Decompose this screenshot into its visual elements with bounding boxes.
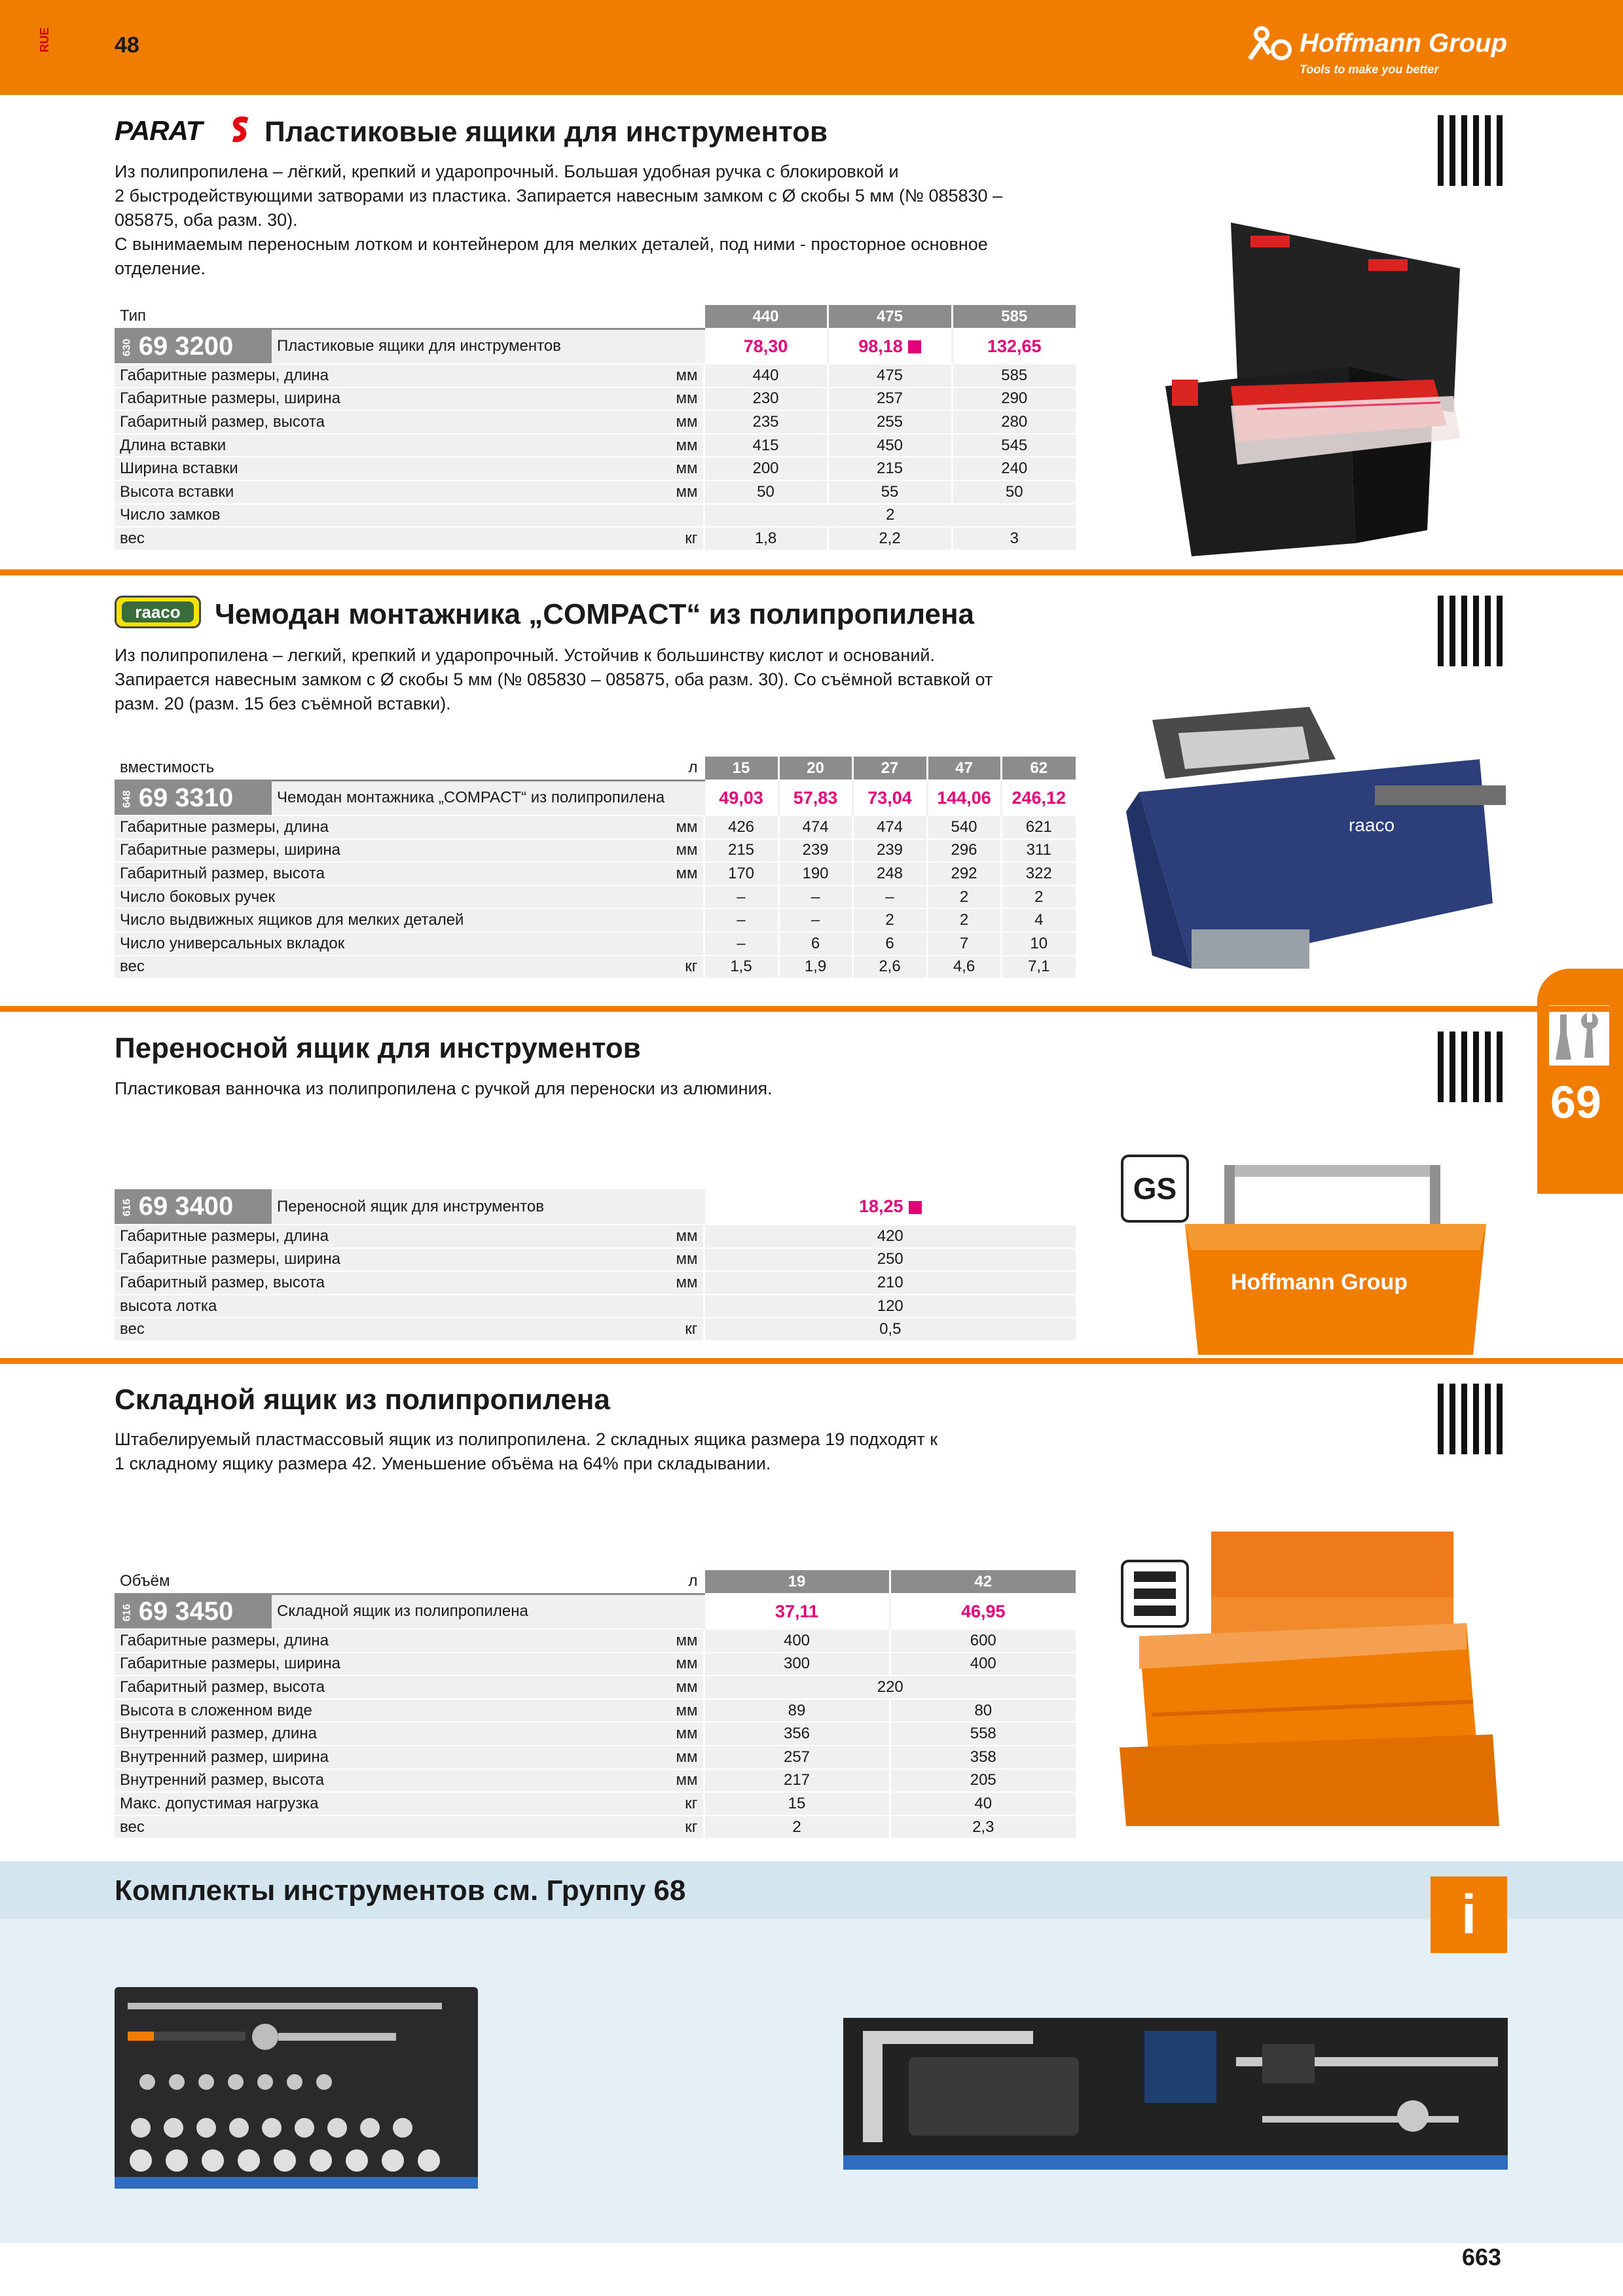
catalog-page-number: 48: [115, 33, 139, 58]
row-unit: кг: [651, 527, 704, 550]
info-band-title[interactable]: Комплекты инструментов см. Группу 68: [115, 1874, 686, 1907]
cell-value: 230: [704, 387, 828, 411]
cell-value: 2: [1001, 886, 1076, 909]
section-description: Из полипропилена – легкий, крепкий и ударопрочный. Устойчив к большинству кислот и оснований. Запирается навесным замком с Ø скобы 5 мм (№ 085830 – 085875, оба разм. 30). Со съёмной вставкой от разм. 20 (разм. 15 без съёмной вставки).: [115, 645, 993, 713]
table-row: [115, 932, 1076, 956]
price[interactable]: 46,95: [890, 1594, 1076, 1629]
price[interactable]: 246,12: [1001, 780, 1076, 816]
cell-value: 2: [704, 1816, 890, 1839]
section-title: Переносной ящик для инструментов: [115, 1032, 641, 1064]
cell-value: 540: [927, 816, 1001, 839]
table-row: [115, 839, 1076, 863]
locale-tag: RUE: [38, 27, 51, 52]
cell-value: 290: [952, 387, 1076, 411]
cell-value: 42: [890, 1570, 1076, 1594]
plastic-toolbox-image: [1152, 216, 1506, 556]
net-price-marker-icon: [908, 340, 921, 353]
cell-value: 2: [927, 908, 1001, 932]
table-row: [115, 457, 1076, 480]
row-label: Габаритные размеры, длина: [115, 1225, 651, 1248]
raaco-product-logo-text: raaco: [1349, 815, 1395, 835]
row-label: Габаритные размеры, ширина: [115, 1653, 651, 1676]
cell-value: 2: [927, 886, 1001, 909]
row-label: Внутренний размер, высота: [115, 1769, 651, 1793]
table-row: [115, 1722, 1076, 1746]
row-label: Тип: [115, 305, 651, 329]
table-row: [115, 862, 1076, 886]
table-row: [115, 1225, 1076, 1248]
row-unit: мм: [651, 1248, 704, 1272]
cell-value: –: [778, 886, 852, 909]
row-unit: мм: [651, 1271, 704, 1295]
cell-value: 600: [890, 1629, 1076, 1653]
hoffmann-logo-icon: [1247, 25, 1294, 62]
cell-value: 120: [704, 1295, 1076, 1318]
table-row: [115, 1746, 1076, 1769]
cell-value: 257: [828, 387, 952, 411]
cell-value: 1,8: [704, 527, 828, 550]
row-label: Габаритные размеры, длина: [115, 816, 651, 839]
cell-value: 257: [704, 1746, 890, 1769]
row-unit: [651, 305, 704, 329]
section-title: Чемодан монтажника „COMPACT“ из полипропилена: [215, 598, 974, 630]
row-unit: мм: [651, 839, 704, 863]
cell-value: 215: [704, 839, 778, 863]
cell-value: 585: [952, 305, 1076, 329]
cell-value: 292: [927, 862, 1001, 886]
table-row: [115, 504, 1076, 528]
row-unit: мм: [651, 1225, 704, 1248]
row-label: Габаритные размеры, ширина: [115, 387, 651, 411]
cell-value: 80: [890, 1699, 1076, 1723]
cell-value: 2: [852, 908, 927, 932]
row-label: Число выдвижных ящиков для мелких деталей: [115, 908, 651, 932]
row-unit: [651, 504, 704, 528]
price[interactable]: 18,25: [704, 1189, 1076, 1225]
footer-page-number: 663: [1462, 2244, 1502, 2270]
tote-brand-print: Hoffmann Group: [1231, 1270, 1408, 1295]
row-label: Внутренний размер, длина: [115, 1722, 651, 1746]
wrench-icon: [1549, 1005, 1609, 1066]
cell-value: 558: [890, 1722, 1076, 1746]
row-unit: мм: [651, 1746, 704, 1769]
net-price-marker-icon: [909, 1201, 922, 1214]
cell-value: 240: [952, 457, 1076, 480]
cell-value: 15: [704, 1792, 890, 1816]
table-row: [115, 1629, 1076, 1653]
price[interactable]: 78,30: [704, 329, 828, 364]
article-number[interactable]: 616 69 3450: [115, 1594, 272, 1629]
cell-value: 358: [890, 1746, 1076, 1769]
row-unit: л: [651, 1570, 704, 1594]
parat-logo: PARAT: [115, 115, 202, 146]
table-row: [115, 956, 1076, 979]
article-name: Переносной ящик для инструментов: [272, 1189, 704, 1225]
cell-value: 475: [828, 364, 952, 387]
cell-value: 450: [828, 434, 952, 457]
row-label: Габаритный размер, высота: [115, 862, 651, 886]
table-row: [115, 1594, 1076, 1629]
cell-value: 2,2: [828, 527, 952, 550]
cell-value: 255: [828, 410, 952, 434]
cell-value: 474: [852, 816, 927, 839]
price[interactable]: 49,03: [704, 780, 778, 816]
row-unit: мм: [651, 1653, 704, 1676]
folding-crate-image: [1113, 1518, 1506, 1833]
row-label: вес: [115, 1816, 651, 1839]
table-row: [115, 908, 1076, 932]
cell-value: 47: [927, 757, 1001, 780]
cell-value: 89: [704, 1699, 890, 1723]
cell-value: 6: [778, 932, 852, 956]
parat-logo-mark: [230, 117, 250, 143]
section-description: Пластиковая ванночка из полипропилена с ручкой для переноски из алюминия.: [115, 1079, 773, 1098]
table-row: [115, 1792, 1076, 1816]
row-label: Длина вставки: [115, 434, 651, 457]
row-label: Габаритный размер, высота: [115, 1271, 651, 1295]
cell-value: 190: [778, 862, 852, 886]
section-title: Складной ящик из полипропилена: [115, 1384, 610, 1416]
qr-code[interactable]: [1438, 596, 1508, 666]
cell-value: 415: [704, 434, 828, 457]
table-row: [115, 780, 1076, 816]
article-name: Пластиковые ящики для инструментов: [272, 329, 704, 364]
row-unit: [651, 886, 704, 909]
row-label: Ширина вставки: [115, 457, 651, 480]
cell-value: 239: [778, 839, 852, 863]
row-unit: мм: [651, 434, 704, 457]
price[interactable]: 57,83: [778, 780, 852, 816]
price[interactable]: 144,06: [927, 780, 1001, 816]
cell-value: 545: [952, 434, 1076, 457]
row-label: Габаритные размеры, длина: [115, 364, 651, 387]
row-label: Объём: [115, 1570, 651, 1594]
cell-value: 1,5: [704, 956, 778, 979]
row-label: вес: [115, 956, 651, 979]
row-label: Габаритные размеры, длина: [115, 1629, 651, 1653]
price[interactable]: 132,65: [952, 329, 1076, 364]
table-row: [115, 434, 1076, 457]
cell-value: 248: [852, 862, 927, 886]
cell-value: 426: [704, 816, 778, 839]
raaco-compact-case-image: [1113, 681, 1519, 982]
cell-value: 4: [1001, 908, 1076, 932]
price[interactable]: 98,18: [828, 329, 952, 364]
row-label: Высота в сложенном виде: [115, 1699, 651, 1723]
cell-value: 62: [1001, 757, 1076, 780]
cell-value: 15: [704, 757, 778, 780]
table-row: [115, 1295, 1076, 1318]
section-title: Пластиковые ящики для инструментов: [264, 116, 828, 148]
row-unit: мм: [651, 1769, 704, 1793]
cell-value: 7,1: [1001, 956, 1076, 979]
row-label: вес: [115, 527, 651, 550]
cell-value: 10: [1001, 932, 1076, 956]
article-name: Чемодан монтажника „COMPACT“ из полипропилена: [272, 780, 704, 816]
table-row: [115, 1769, 1076, 1793]
cell-value: 296: [927, 839, 1001, 863]
cell-value: 3: [952, 527, 1076, 550]
cell-value: 4,6: [927, 956, 1001, 979]
row-unit: мм: [651, 410, 704, 434]
table-row: [115, 480, 1076, 504]
section-description: Из полипропилена – лёгкий, крепкий и ударопрочный. Большая удобная ручка с блокировкой и 2 быстродействующими затворами из пластика. Запирается навесным замком с Ø скобы 5 мм (№ 085830 – 085875, оба разм. 30). С вынимаемым переносным лотком и контейнером для мелких деталей, под ними - просторное основное отделение.: [115, 162, 1003, 278]
cell-value: –: [778, 908, 852, 932]
row-unit: мм: [651, 862, 704, 886]
cell-value: 585: [952, 364, 1076, 387]
cell-value: 40: [890, 1792, 1076, 1816]
raaco-logo: raaco: [115, 596, 201, 628]
gs-safety-badge: GS: [1121, 1155, 1189, 1223]
row-unit: кг: [651, 1318, 704, 1341]
article-row: [115, 329, 1076, 364]
cell-value: 7: [927, 932, 1001, 956]
row-label: Габаритные размеры, ширина: [115, 1248, 651, 1272]
row-unit: кг: [651, 956, 704, 979]
row-unit: кг: [651, 1792, 704, 1816]
cell-value: 475: [828, 305, 952, 329]
row-label: Габаритный размер, высота: [115, 410, 651, 434]
info-icon[interactable]: i: [1431, 1876, 1507, 1953]
section-divider: [0, 1006, 1623, 1012]
table-row: [115, 527, 1076, 550]
cell-value: –: [704, 908, 778, 932]
row-label: Габаритные размеры, ширина: [115, 839, 651, 863]
cell-value: 239: [852, 839, 927, 863]
row-unit: мм: [651, 1629, 704, 1653]
qr-code[interactable]: [1438, 1031, 1508, 1102]
cell-value: 235: [704, 410, 828, 434]
table-row: [115, 1676, 1076, 1699]
row-unit: мм: [651, 480, 704, 504]
article-number[interactable]: 630 69 3200: [115, 329, 272, 364]
row-label: высота лотка: [115, 1295, 651, 1318]
row-unit: [651, 1295, 704, 1318]
table-row: [115, 1816, 1076, 1839]
brand-name: Hoffmann Group: [1300, 29, 1508, 58]
spec-table: [115, 305, 1076, 551]
cell-value: 19: [704, 1570, 890, 1594]
row-unit: [651, 908, 704, 932]
section-divider: [0, 1358, 1623, 1364]
cell-value: 50: [952, 480, 1076, 504]
price[interactable]: 37,11: [704, 1594, 890, 1629]
cell-value: 1,9: [778, 956, 852, 979]
cell-value: 400: [890, 1653, 1076, 1676]
cell-value: 356: [704, 1722, 890, 1746]
cell-value: 20: [778, 757, 852, 780]
section-description: Штабелируемый пластмассовый ящик из полипропилена. 2 складных ящика размера 19 подходят к 1 складному ящику размера 42. Уменьшение объёма на 64% при складывании.: [115, 1429, 938, 1473]
table-header-row: [115, 305, 1076, 329]
measuring-tool-set-image: [843, 2018, 1508, 2170]
row-label: Число боковых ручек: [115, 886, 651, 909]
row-label: вместимость: [115, 757, 651, 780]
tool-tote-image: [1172, 1152, 1506, 1361]
cell-value: 311: [1001, 839, 1076, 863]
qr-code[interactable]: [1438, 1384, 1508, 1454]
table-row: [115, 816, 1076, 839]
socket-set-image: [115, 1987, 478, 2189]
row-label: Макс. допустимая нагрузка: [115, 1792, 651, 1816]
table-row: [115, 1248, 1076, 1272]
cell-value: 2,6: [852, 956, 927, 979]
table-row: [115, 1318, 1076, 1341]
row-unit: мм: [651, 387, 704, 411]
row-label: Габаритный размер, высота: [115, 1676, 651, 1699]
row-unit: [651, 932, 704, 956]
table-row: [115, 1570, 1076, 1594]
row-unit: мм: [651, 816, 704, 839]
section-divider: [0, 569, 1623, 575]
spec-table: [115, 1570, 1076, 1839]
row-label: Число универсальных вкладок: [115, 932, 651, 956]
cell-value: 220: [704, 1676, 1076, 1699]
brand-tagline: Tools to make you better: [1300, 63, 1439, 76]
row-unit: мм: [651, 457, 704, 480]
table-row: [115, 1189, 1076, 1225]
row-label: вес: [115, 1318, 651, 1341]
cell-value: 170: [704, 862, 778, 886]
row-label: Внутренний размер, ширина: [115, 1746, 651, 1769]
row-label: Высота вставки: [115, 480, 651, 504]
cell-value: 217: [704, 1769, 890, 1793]
cell-value: 205: [890, 1769, 1076, 1793]
cell-value: 621: [1001, 816, 1076, 839]
cell-value: 322: [1001, 862, 1076, 886]
table-row: [115, 410, 1076, 434]
row-unit: л: [651, 757, 704, 780]
cell-value: 200: [704, 457, 828, 480]
cell-value: 474: [778, 816, 852, 839]
article-number[interactable]: 616 69 3400: [115, 1189, 272, 1225]
article-number[interactable]: 648 69 3310: [115, 780, 272, 816]
row-unit: мм: [651, 364, 704, 387]
table-row: [115, 757, 1076, 780]
row-unit: мм: [651, 1676, 704, 1699]
cell-value: –: [704, 886, 778, 909]
cell-value: 0,5: [704, 1318, 1076, 1341]
spec-table: [115, 1189, 1076, 1342]
table-row: [115, 1271, 1076, 1295]
qr-code[interactable]: [1438, 115, 1508, 186]
table-row: [115, 387, 1076, 411]
table-row: [115, 1699, 1076, 1723]
cell-value: 50: [704, 480, 828, 504]
row-unit: кг: [651, 1816, 704, 1839]
spec-table: [115, 757, 1076, 979]
row-unit: мм: [651, 1722, 704, 1746]
cell-value: 440: [704, 305, 828, 329]
table-row: [115, 886, 1076, 909]
table-row: [115, 1653, 1076, 1676]
cell-value: 55: [828, 480, 952, 504]
cell-value: 27: [852, 757, 927, 780]
cell-value: 215: [828, 457, 952, 480]
row-unit: мм: [651, 1699, 704, 1723]
cell-value: –: [852, 886, 927, 909]
cell-value: 280: [952, 410, 1076, 434]
table-row: [115, 364, 1076, 387]
cell-value: 400: [704, 1629, 890, 1653]
article-name: Складной ящик из полипропилена: [272, 1594, 704, 1629]
cell-value: 300: [704, 1653, 890, 1676]
group-number: 69: [1550, 1077, 1601, 1128]
cell-value: –: [704, 932, 778, 956]
cell-value: 420: [704, 1225, 1076, 1248]
cell-value: 2: [704, 504, 1076, 528]
row-label: Число замков: [115, 504, 651, 528]
cell-value: 210: [704, 1271, 1076, 1295]
cell-value: 6: [852, 932, 927, 956]
cell-value: 2,3: [890, 1816, 1076, 1839]
cell-value: 250: [704, 1248, 1076, 1272]
cell-value: 440: [704, 364, 828, 387]
price[interactable]: 73,04: [852, 780, 927, 816]
